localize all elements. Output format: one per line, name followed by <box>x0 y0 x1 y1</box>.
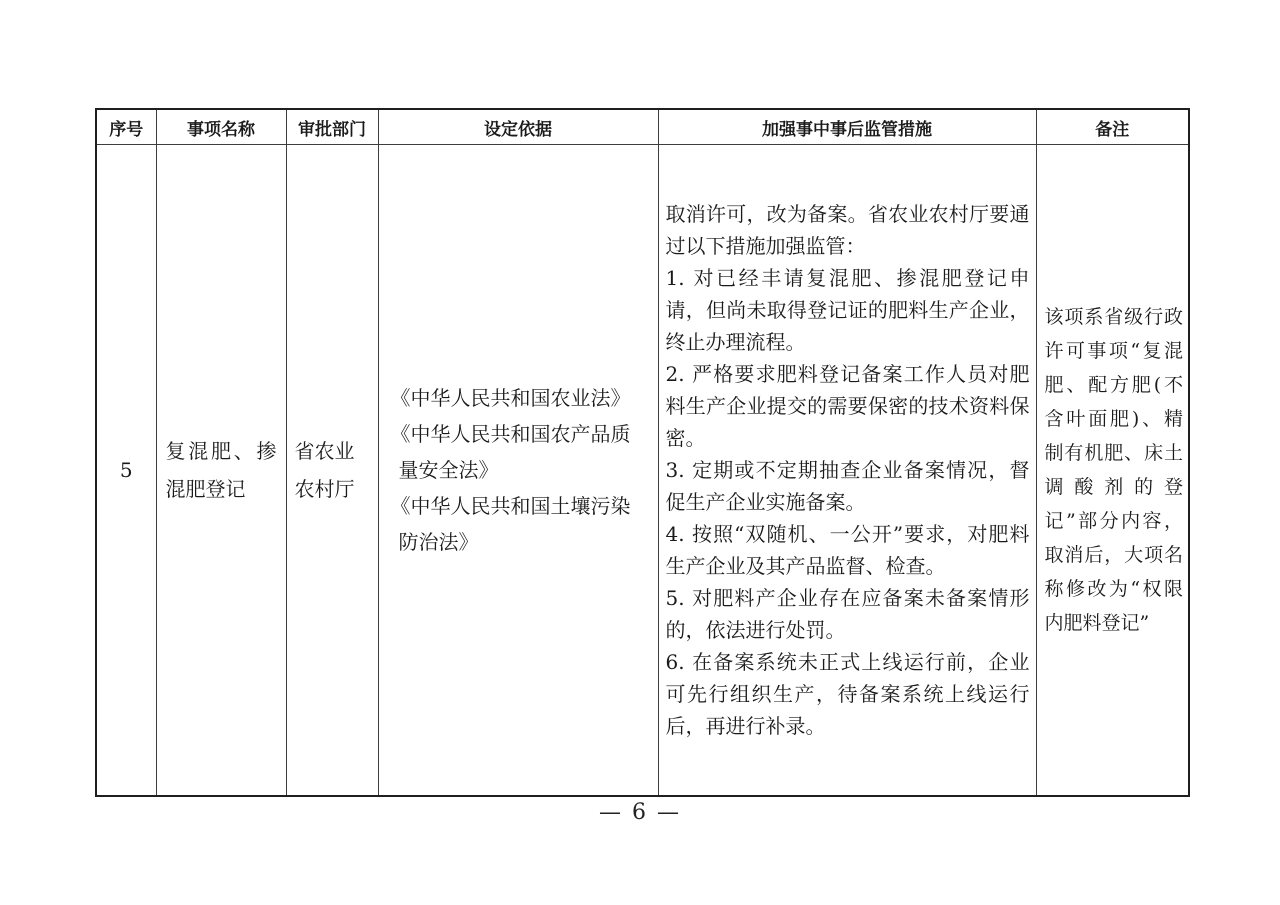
cell-supervision-measures <box>658 145 1036 797</box>
measures-item-2: 2. 严格要求肥料登记备案工作人员对肥料生产企业提交的需要保密的技术资料保密。 <box>665 362 1030 450</box>
table-row <box>96 145 1189 797</box>
approval-items-table <box>95 108 1190 797</box>
legal-basis-line-1: 《中华人民共和国农业法》 <box>390 386 631 410</box>
column-header-item-name: 事项名称 <box>156 109 286 145</box>
legal-basis-line-3: 《中华人民共和国土壤污染防治法》 <box>390 494 631 554</box>
measures-item-1: 1. 对已经丰请复混肥、掺混肥登记申请，但尚未取得登记证的肥料生产企业，终止办理流程。 <box>665 266 1030 354</box>
page-number: — 6 — <box>599 800 681 825</box>
measures-item-6: 6. 在备案系统未正式上线运行前，企业可先行组织生产，待备案系统上线运行后，再进行补录。 <box>665 650 1030 738</box>
column-header-measures: 加强事中事后监管措施 <box>658 109 1036 145</box>
measures-item-4: 4. 按照“双随机、一公开”要求，对肥料生产企业及其产品监督、检查。 <box>665 522 1030 578</box>
measures-intro: 取消许可，改为备案。省农业农村厅要通过以下措施加强监管： <box>665 202 1030 258</box>
cell-legal-basis <box>378 145 658 797</box>
cell-item-name: 复混肥、掺混肥登记 <box>156 145 286 797</box>
cell-department: 省农业农村厅 <box>286 145 378 797</box>
column-header-remarks: 备注 <box>1036 109 1189 145</box>
column-header-department: 审批部门 <box>286 109 378 145</box>
legal-basis-line-2: 《中华人民共和国农产品质量安全法》 <box>390 422 631 482</box>
column-header-seq: 序号 <box>96 109 156 145</box>
measures-item-3: 3. 定期或不定期抽查企业备案情况，督促生产企业实施备案。 <box>665 458 1030 514</box>
column-header-legal-basis: 设定依据 <box>378 109 658 145</box>
table-header-row <box>96 109 1189 145</box>
measures-item-5: 5. 对肥料产企业存在应备案未备案情形的，依法进行处罚。 <box>665 586 1030 642</box>
cell-seq-number: 5 <box>96 145 156 797</box>
remarks-text: 该项系省级行政许可事项“复混肥、配方肥(不含叶面肥)、精制有机肥、床土调酸剂的登记”部分内容，取消后，大项名称修改为“权限内肥料登记” <box>1044 306 1183 634</box>
cell-remarks <box>1036 145 1189 797</box>
